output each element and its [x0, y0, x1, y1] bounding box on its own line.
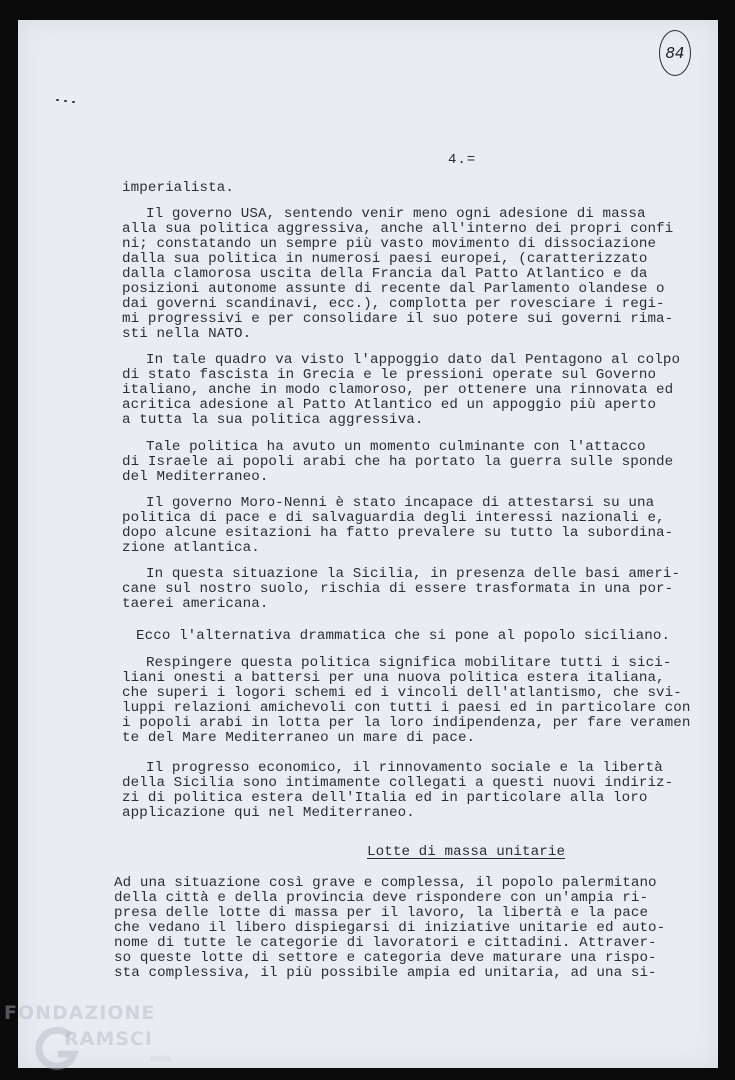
watermark [4, 1002, 194, 1074]
text-line: a tutta la sua politica aggressiva. [122, 412, 424, 428]
watermark-line1: FONDAZIONE [4, 1002, 156, 1024]
section-heading: Lotte di massa unitarie [367, 844, 566, 860]
text-line: mi progressivi e per consolidare il suo potere sui governi rima- [122, 311, 674, 327]
text-line: sta complessiva, il più possibile ampia ed unitaria, ad una si- [114, 965, 657, 981]
text-line: liani onesti a battersi per una nuova politica estera italiana, [122, 670, 665, 686]
text-line: dalla clamorosa uscita della Francia dal Patto Atlantico e da [122, 266, 648, 282]
text-line: che superi i logori schemi ed i vincoli dell'atlantismo, che svi- [122, 685, 682, 701]
text-line: dopo alcune esitazioni ha fatto prevalere su tutto la subordina- [122, 525, 674, 541]
folio-number: 84 [659, 30, 691, 76]
text-line: i popoli arabi in lotta per la loro indipendenza, per fare veramen [122, 715, 691, 731]
text-line: politica di pace e di salvaguardia degli interessi nazionali e, [122, 510, 665, 526]
text-line: so queste lotte di settore e categoria deve maturare una rispo- [114, 950, 657, 966]
text-line: zione atlantica. [122, 540, 260, 556]
text-line: dalla sua politica in numerosi paesi europei, (caratterizzato [122, 251, 648, 267]
text-line: posizioni autonome assunte di recente dal Parlamento olandese o [122, 281, 665, 297]
text-line: ni; constatando un sempre più vasto movimento di dissociazione [122, 236, 657, 252]
text-line: della Sicilia sono intimamente collegati a questi nuovi indiriz- [122, 775, 674, 791]
text-line: acritica adesione al Patto Atlantico ed un appoggio più aperto [122, 397, 657, 413]
text-line: dai governi scandinavi, ecc.), complotta per rovesciare i regi- [122, 296, 665, 312]
text-line: Respingere questa politica significa mobilitare tutti i sici- [146, 655, 672, 671]
text-line: luppi relazioni amichevoli con tutti i paesi ed in particolare con [122, 700, 691, 716]
text-line: zi di politica estera dell'Italia ed in particolare alla loro [122, 790, 648, 806]
ink-specks [56, 96, 80, 104]
watermark-line2: RAMSCI [64, 1028, 153, 1050]
text-line: alla sua politica aggressiva, anche all'interno dei propri confi [122, 221, 674, 237]
text-line: Tale politica ha avuto un momento culminante con l'attacco [146, 439, 646, 455]
text-line: che vedano il libero dispiegarsi di iniziative unitarie ed auto- [114, 920, 666, 936]
text-line: di Israele ai popoli arabi che ha portato la guerra sulle sponde [122, 454, 674, 470]
text-line: del Mediterraneo. [122, 469, 269, 485]
text-line: Il progresso economico, il rinnovamento sociale e la libertà [146, 760, 663, 776]
text-line: Il governo USA, sentendo venir meno ogni adesione di massa [146, 206, 646, 222]
text-line: taerei americana. [122, 596, 269, 612]
text-line: di stato fascista in Grecia e le pressioni operate sul Governo [122, 367, 657, 383]
text-line: cane sul nostro suolo, rischia di essere trasformata in una por- [122, 581, 674, 597]
text-line: In questa situazione la Sicilia, in presenza delle basi ameri- [146, 566, 681, 582]
text-line: Ecco l'alternativa drammatica che si pone al popolo siciliano. [136, 628, 671, 644]
text-line: applicazione qui nel Mediterraneo. [122, 805, 415, 821]
text-line: nome di tutte le categorie di lavoratori e cittadini. Attraver- [114, 935, 657, 951]
watermark-onlus: onlus [150, 1054, 172, 1063]
text-line: Il governo Moro-Nenni è stato incapace di attestarsi su una [146, 495, 655, 511]
page-number: 4.= [448, 152, 477, 168]
text-line: te del Mare Mediterraneo un mare di pace. [122, 730, 476, 746]
text-line: sti nella NATO. [122, 326, 252, 342]
text-line: presa delle lotte di massa per il lavoro, la libertà e la pace [114, 905, 649, 921]
text-line: della città e della provincia deve rispondere con un'ampia ri- [114, 890, 649, 906]
text-line: italiano, anche in modo clamoroso, per ottenere una rinnovata ed [122, 382, 674, 398]
text-line: imperialista. [122, 180, 234, 196]
text-line: In tale quadro va visto l'appoggio dato dal Pentagono al colpo [146, 352, 681, 368]
text-line: Ad una situazione così grave e complessa, il popolo palermitano [114, 875, 657, 891]
